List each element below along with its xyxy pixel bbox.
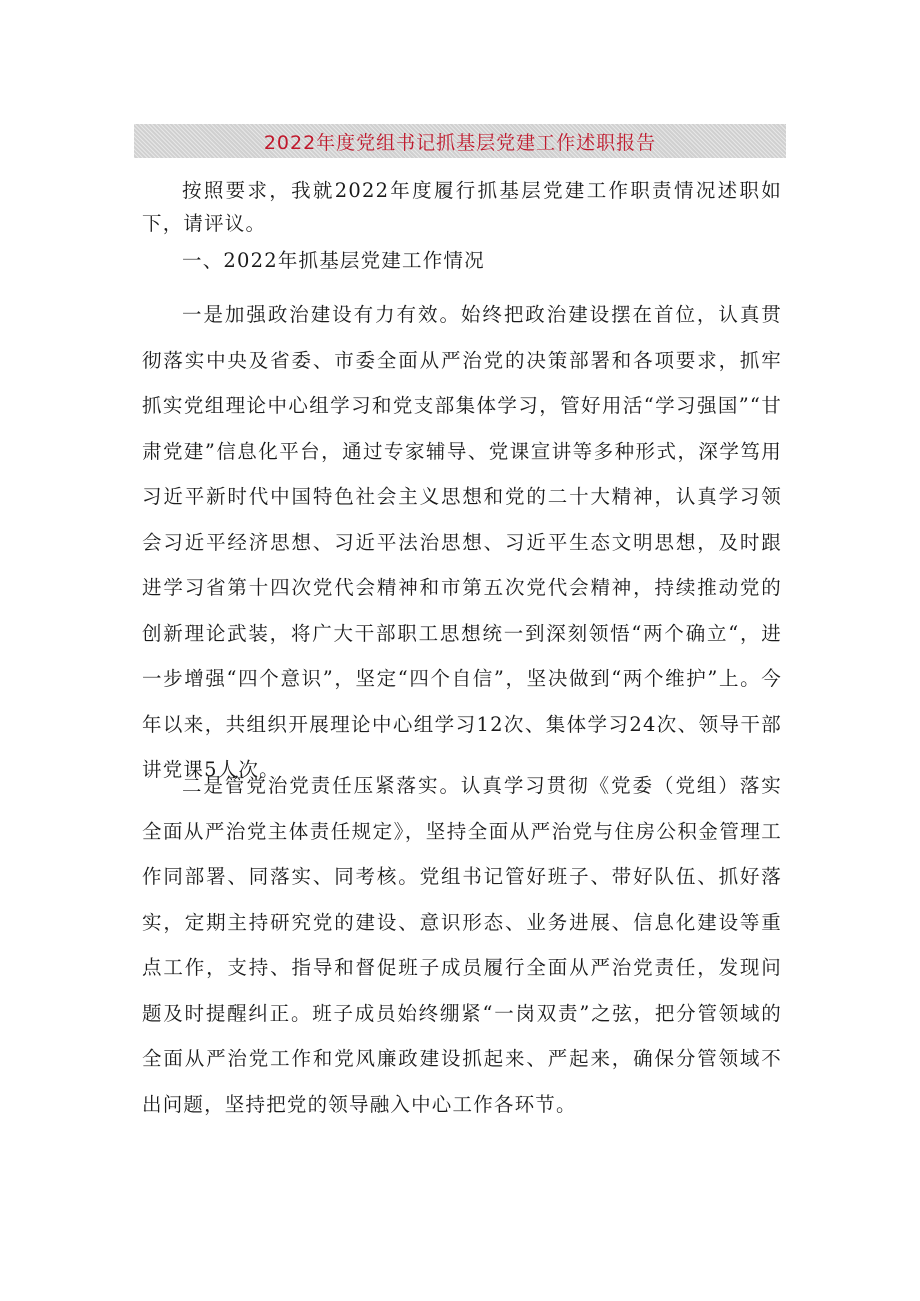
document-title: 2022年度党组书记抓基层党建工作述职报告 <box>263 131 657 154</box>
section-heading: 一、2022年抓基层党建工作情况 <box>182 249 485 272</box>
body-paragraph-2: 二是管党治党责任压紧落实。认真学习贯彻《党委（党组）落实全面从严治党主体责任规定》，坚持全面从严治党与住房公积金管理工作同部署、同落实、同考核。党组书记管好班子、带好队伍、抓好落实，定期主持研究党的建设、意识形态、业务进展、信息化建设等重点工作，支持、指导和督促班子成员履行全面从严治党责任，发现问题及时提醒纠正。班子成员始终绷紧“一岗双责”之弦，把分管领域的全面从严治党工作和党风廉政建设抓起来、严起来，确保分管领域不出问题，坚持把党的领导融入中心工作各环节。 <box>142 774 782 1116</box>
body-paragraph-1: 一是加强政治建设有力有效。始终把政治建设摆在首位，认真贯彻落实中央及省委、市委全面从严治党的决策部署和各项要求，抓牢抓实党组理论中心组学习和党支部集体学习，管好用活“学习强国”“甘肃党建”信息化平台，通过专家辅导、党课宣讲等多种形式，深学笃用习近平新时代中国特色社会主义思想和党的二十大精神，认真学习领会习近平经济思想、习近平法治思想、习近平生态文明思想，及时跟进学习省第十四次党代会精神和市第五次党代会精神，持续推动党的创新理论武装，将广大干部职工思想统一到深刻领悟“两个确立“，进一步增强“四个意识”，坚定“四个自信”，坚决做到“两个维护”上。今年以来，共组织开展理论中心组学习12次、集体学习24次、领导干部讲党课5人次。 <box>142 303 782 781</box>
title-banner <box>134 124 786 158</box>
intro-paragraph: 按照要求，我就2022年度履行抓基层党建工作职责情况述职如下，请评议。 <box>142 179 782 235</box>
